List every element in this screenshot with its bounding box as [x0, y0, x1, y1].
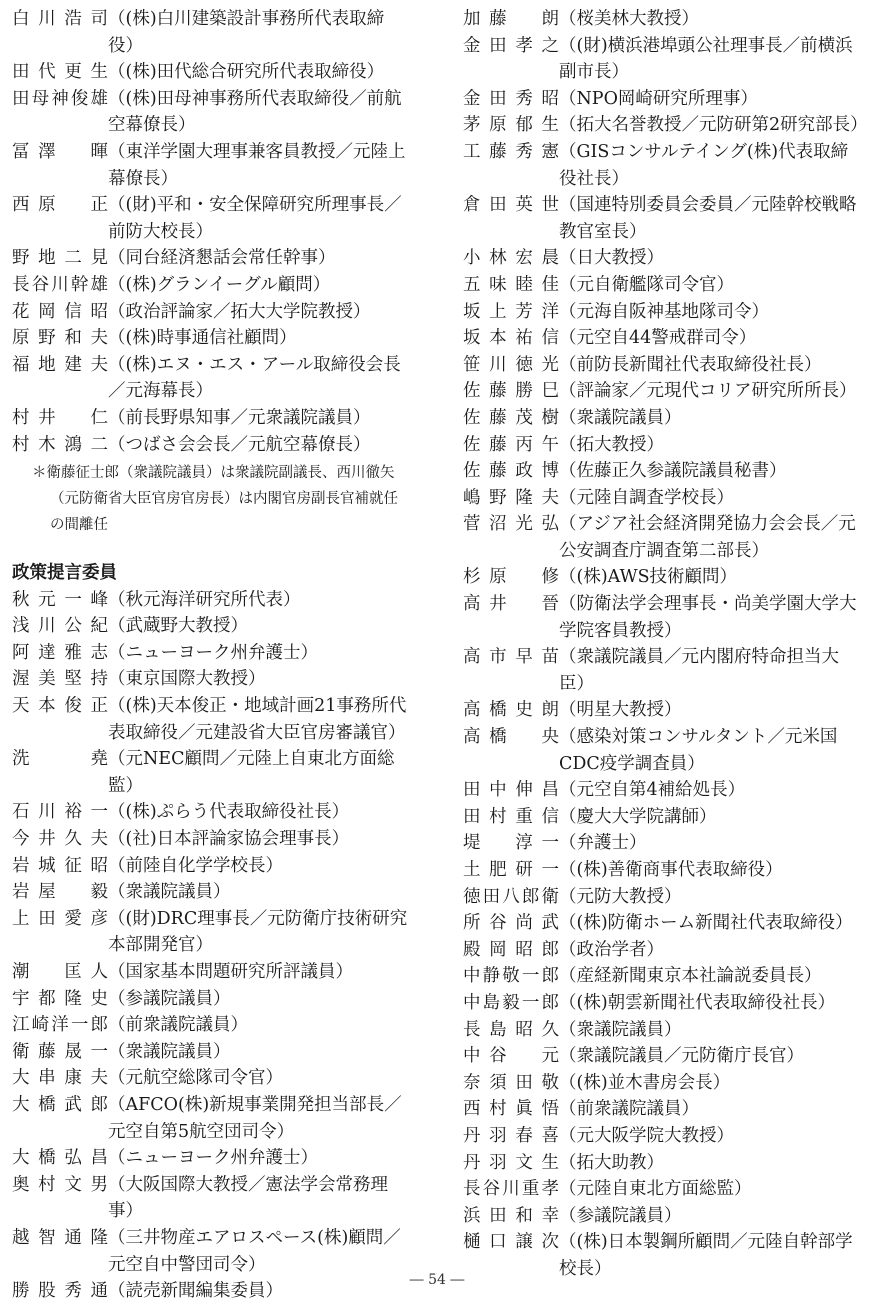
member-role: （慶大大学院講師）: [559, 806, 717, 827]
member-role: （大阪国際大教授／憲法学会常務理事）: [108, 1174, 388, 1222]
member-role: （(株)時事通信社顧問）: [108, 328, 297, 349]
member-role: （武蔵野大教授）: [108, 616, 248, 637]
member-role: （(財)DRC理事長／元防衛庁技術研究本部開発官）: [108, 908, 408, 956]
member-name: 中谷 元: [463, 1046, 559, 1067]
member-name: 高橋史朗: [463, 700, 559, 721]
list-item: [12, 906, 410, 959]
member-name: 潮 匡人: [12, 962, 108, 982]
list-item: [463, 511, 863, 564]
member-name: 衛藤晟一: [12, 1041, 108, 1062]
list-item: [12, 86, 410, 139]
member-name: 村木鴻二: [12, 434, 108, 455]
member-role: （産経新聞東京本社論説委員長）: [559, 966, 822, 987]
member-name: 金田孝之: [463, 35, 559, 56]
member-name: 金田秀昭: [463, 88, 559, 109]
member-role: （明星大教授）: [559, 700, 682, 721]
member-name: 田母神俊雄: [12, 88, 108, 109]
member-role: （元航空総隊司令官）: [108, 1068, 283, 1089]
member-role: （(株)田母神事務所代表取締役／前航空幕僚長）: [108, 88, 402, 136]
member-name: 浅川公紀: [12, 616, 108, 637]
member-role: （拓大助教）: [559, 1152, 664, 1173]
list-item: [463, 1070, 863, 1097]
list-item: [463, 1096, 863, 1123]
member-name: 倉田英世: [463, 195, 559, 216]
member-role: （日大教授）: [559, 248, 664, 269]
member-name: 加藤 朗: [463, 9, 559, 29]
member-name: 野地二見: [12, 248, 108, 269]
member-role: （拓大名誉教授／元防研第2研究部長）: [559, 115, 868, 136]
member-role: （同台経済懇話会常任幹事）: [108, 248, 336, 269]
list-item: [12, 879, 410, 906]
list-item: [463, 139, 863, 192]
member-role: （東京国際大教授）: [108, 669, 266, 690]
member-name: 原野和夫: [12, 328, 108, 349]
member-name: 五味睦佳: [463, 274, 559, 295]
list-item: [463, 884, 863, 911]
list-item: [463, 112, 868, 139]
list-item: [463, 591, 863, 644]
member-name: 土肥研一: [463, 860, 559, 880]
member-name: 樋口譲次: [463, 1232, 559, 1253]
list-item: [463, 1123, 863, 1150]
member-role: （(株)天本俊正・地域計画21事務所代表取締役／元建設省大臣官房審議官）: [108, 696, 407, 743]
list-item: [463, 1043, 863, 1070]
member-name: 高橋 央: [463, 727, 559, 748]
member-role: （佐藤正久参議院議員秘書）: [559, 461, 787, 482]
member-name: 徳田八郎衛: [463, 886, 559, 907]
member-name: 佐藤茂樹: [463, 407, 559, 428]
member-role: （元防大教授）: [559, 886, 682, 907]
member-list-top: [12, 6, 410, 458]
list-item: [463, 644, 863, 697]
list-item: [463, 990, 863, 1017]
list-item: [12, 1145, 410, 1172]
member-role: （衆議院議員）: [108, 1041, 231, 1062]
member-role: （衆議院議員）: [108, 882, 231, 903]
member-role: （(社)日本評論家協会理事長）: [108, 829, 350, 850]
member-name: 茅原郁生: [463, 115, 559, 136]
member-role: （(財)平和・安全保障研究所理事長／前防大校長）: [108, 195, 402, 242]
member-name: 石川裕一: [12, 802, 108, 823]
member-name: 杉原 修: [463, 567, 559, 588]
member-name: 中静敬一郎: [463, 966, 559, 987]
member-name: 勝股秀通: [12, 1281, 108, 1302]
list-item: [463, 1017, 863, 1044]
member-role: （ニューヨーク州弁護士）: [108, 642, 318, 663]
list-item: [12, 853, 410, 880]
list-item: [12, 613, 410, 640]
member-role: （アジア社会経済開発協力会会長／元公安調査庁調査第二部長）: [559, 514, 856, 561]
list-item: [463, 697, 863, 724]
member-name: 田村重信: [463, 806, 559, 827]
member-name: 殿岡昭郎: [463, 939, 559, 960]
list-item: [463, 432, 863, 459]
list-item: [12, 640, 410, 667]
member-role: （(株)日本製鋼所顧問／元陸自幹部学校長）: [559, 1232, 853, 1279]
member-role: （読売新聞編集委員）: [108, 1281, 283, 1302]
member-name: 笹川徳光: [463, 354, 559, 375]
section-title: 政策提言委員: [12, 563, 117, 584]
list-item: [463, 1203, 863, 1230]
list-item: [12, 405, 410, 432]
list-item: [463, 910, 863, 937]
member-name: 今井久夫: [12, 829, 108, 850]
list-item: [463, 352, 863, 379]
list-item: [12, 693, 410, 746]
member-name: 西村眞悟: [463, 1099, 559, 1120]
list-item: [463, 6, 863, 33]
member-name: 坂上芳洋: [463, 301, 559, 322]
member-role: （弁護士）: [559, 833, 647, 854]
member-role: （評論家／元現代コリア研究所所長）: [559, 381, 857, 402]
member-name: 田中伸昌: [463, 780, 559, 801]
list-item: [12, 1012, 410, 1039]
member-role: （ニューヨーク州弁護士）: [108, 1148, 318, 1169]
list-item: [12, 826, 410, 853]
list-item: [463, 830, 863, 857]
member-name: 大橋弘昌: [12, 1148, 108, 1169]
list-item: [12, 666, 410, 693]
member-role: （(株)白川建築設計事務所代表取締役）: [108, 9, 385, 56]
list-item: [463, 33, 863, 86]
member-name: 岩屋 毅: [12, 882, 108, 903]
member-name: 小林宏晨: [463, 248, 559, 269]
member-role: （(株)並木書房会長）: [559, 1072, 731, 1093]
list-item: [12, 245, 410, 272]
list-item: [463, 378, 863, 405]
member-role: （GISコンサルテイング(株)代表取締役社長）: [559, 141, 849, 189]
member-name: 中島毅一郎: [463, 992, 559, 1013]
list-item: [12, 986, 410, 1013]
member-name: 丹羽文生: [463, 1152, 559, 1173]
list-item: [12, 1065, 410, 1092]
member-name: 奥村文男: [12, 1174, 108, 1195]
member-name: 堤 淳一: [463, 833, 559, 854]
member-role: （元自衛艦隊司令官）: [559, 274, 734, 295]
member-role: （前陸自化学学校長）: [108, 855, 283, 876]
note-text: ＊衛藤征士郎（衆議院議員）は衆議院副議長、西川徹矢（元防衛省大臣官房官房長）は内閣官房副長官補就任の間離任: [32, 465, 398, 534]
member-name: 宇都隆史: [12, 988, 108, 1009]
member-role: （参議院議員）: [108, 988, 231, 1009]
member-role: （(株)グランイーグル顧問）: [108, 274, 331, 295]
list-item: [463, 192, 863, 245]
list-item: [12, 1172, 410, 1225]
list-item: [12, 299, 410, 326]
list-item: [463, 1176, 863, 1203]
member-name: 江崎洋一郎: [12, 1015, 108, 1036]
list-item: [463, 86, 863, 113]
member-name: 奈須田敬: [463, 1072, 559, 1093]
list-item: [12, 59, 410, 86]
left-column: [12, 6, 410, 1305]
member-name: 高市早苗: [463, 647, 559, 668]
member-name: 丹羽春喜: [463, 1125, 559, 1146]
member-role: （衆議院議員）: [559, 407, 682, 428]
member-role: （(株)ぷらう代表取締役社長）: [108, 802, 350, 823]
list-item: [12, 1092, 410, 1145]
member-role: （衆議院議員／元内閣府特命担当大臣）: [559, 647, 839, 694]
member-role: （元海自阪神基地隊司令）: [559, 301, 769, 322]
member-name: 佐藤政博: [463, 461, 559, 482]
member-role: （元大阪学院大教授）: [559, 1125, 734, 1146]
member-name: 菅沼光弘: [463, 514, 559, 535]
member-role: （前衆議院議員）: [108, 1015, 248, 1036]
member-role: （(株)エヌ・エス・アール取締役会長／元海幕長）: [108, 354, 401, 402]
member-role: （防衛法学会理事長・尚美学園大学大学院客員教授）: [559, 594, 857, 641]
list-item: [463, 299, 863, 326]
list-item: [12, 587, 410, 614]
member-name: 越智通隆: [12, 1227, 108, 1248]
member-role: （三井物産エアロスペース(株)顧問／元空自中警団司令）: [108, 1227, 401, 1275]
member-name: 天本俊正: [12, 696, 108, 717]
member-name: 長谷川幹雄: [12, 274, 108, 295]
member-role: （(株)善衛商事代表取締役）: [559, 860, 783, 880]
member-role: （(株)防衛ホーム新聞社代表取締役）: [559, 913, 853, 934]
member-role: （前衆議院議員）: [559, 1099, 699, 1120]
member-role: （元空自44警戒群司令）: [559, 328, 757, 349]
member-role: （拓大教授）: [559, 434, 664, 455]
member-name: 高井 晉: [463, 594, 559, 615]
member-name: 西原 正: [12, 195, 108, 216]
member-role: （(株)AWS技術顧問）: [559, 567, 738, 588]
list-item: [12, 6, 410, 59]
list-item: [463, 1150, 863, 1177]
member-name: 浜田和幸: [463, 1205, 559, 1226]
member-role: （衆議院議員）: [559, 1019, 682, 1040]
member-name: 大橋武郎: [12, 1094, 108, 1115]
list-item: [463, 724, 863, 777]
member-role: （国家基本問題研究所評議員）: [108, 962, 353, 982]
list-item: [12, 746, 410, 799]
member-name: 嶋野隆夫: [463, 487, 559, 508]
member-role: （政治評論家／拓大大学院教授）: [108, 301, 371, 322]
member-name: 長谷川重孝: [463, 1179, 559, 1200]
member-name: 秋元一峰: [12, 589, 108, 610]
member-role: （元NEC顧問／元陸上自東北方面総監）: [108, 749, 395, 796]
list-item: [12, 959, 410, 986]
member-list-policy: [12, 587, 410, 1305]
member-name: 渥美堅持: [12, 669, 108, 690]
member-role: （前防長新聞社代表取締役社長）: [559, 354, 822, 375]
list-item: [12, 272, 410, 299]
right-column: [463, 6, 868, 1283]
member-name: 田代更生: [12, 62, 108, 83]
member-role: （東洋学園大理事兼客員教授／元陸上幕僚長）: [108, 141, 406, 189]
list-item: [463, 963, 863, 990]
member-role: （感染対策コンサルタント／元米国CDC疫学調査員）: [559, 727, 838, 774]
list-item: [463, 937, 863, 964]
list-item: [463, 485, 863, 512]
list-item: [12, 192, 410, 245]
member-role: （国連特別委員会委員／元陸幹校戦略教官室長）: [559, 195, 857, 242]
member-name: 冨澤 暉: [12, 141, 108, 162]
member-name: 上田愛彦: [12, 908, 108, 929]
member-name: 阿達雅志: [12, 642, 108, 663]
member-name: 佐藤丙午: [463, 434, 559, 455]
member-name: 洗 堯: [12, 749, 108, 770]
list-item: [12, 325, 410, 352]
member-role: （(財)横浜港埠頭公社理事長／前横浜副市長）: [559, 35, 853, 83]
member-role: （前長野県知事／元衆議院議員）: [108, 407, 371, 428]
member-role: （元陸自調査学校長）: [559, 487, 734, 508]
list-item: [463, 245, 863, 272]
list-item: [463, 804, 863, 831]
page-number: ― 54 ―: [409, 1272, 465, 1288]
member-name: 坂本祐信: [463, 328, 559, 349]
member-role: （元空自第4補給処長）: [559, 780, 746, 801]
list-item: [12, 1225, 410, 1278]
member-name: 大串康夫: [12, 1068, 108, 1089]
member-name: 白川浩司: [12, 9, 108, 29]
member-name: 岩城征昭: [12, 855, 108, 876]
member-name: 長島昭久: [463, 1019, 559, 1040]
member-role: （つばさ会会長／元航空幕僚長）: [108, 434, 371, 455]
member-name: 佐藤勝巳: [463, 381, 559, 402]
list-item: [463, 325, 863, 352]
member-list-right: [463, 6, 868, 1283]
member-role: （元陸自東北方面総監）: [559, 1179, 752, 1200]
member-role: （衆議院議員／元防衛庁長官）: [559, 1046, 804, 1067]
member-role: （桜美林大教授）: [559, 9, 699, 29]
list-item: [463, 857, 863, 884]
member-name: 村井 仁: [12, 407, 108, 428]
list-item: [12, 1039, 410, 1066]
member-role: （(株)田代総合研究所代表取締役）: [108, 62, 385, 83]
member-role: （参議院議員）: [559, 1205, 682, 1226]
member-role: （政治学者）: [559, 939, 664, 960]
member-role: （秋元海洋研究所代表）: [108, 589, 301, 610]
member-name: 福地建夫: [12, 354, 108, 375]
member-role: （AFCO(株)新規事業開発担当部長／元空自第5航空団司令）: [108, 1094, 402, 1142]
list-item: [12, 139, 410, 192]
list-item: [463, 777, 863, 804]
member-role: （NPO岡崎研究所理事）: [559, 88, 758, 109]
member-name: 花岡信昭: [12, 301, 108, 322]
list-item: [463, 564, 863, 591]
list-item: [12, 799, 410, 826]
list-item: [463, 405, 863, 432]
member-role: （(株)朝雲新聞社代表取締役社長）: [559, 992, 836, 1013]
list-item: [463, 272, 863, 299]
list-item: [12, 352, 410, 405]
member-name: 工藤秀憲: [463, 141, 559, 162]
list-item: [12, 432, 410, 459]
member-name: 所谷尚武: [463, 913, 559, 934]
list-item: [463, 458, 863, 485]
